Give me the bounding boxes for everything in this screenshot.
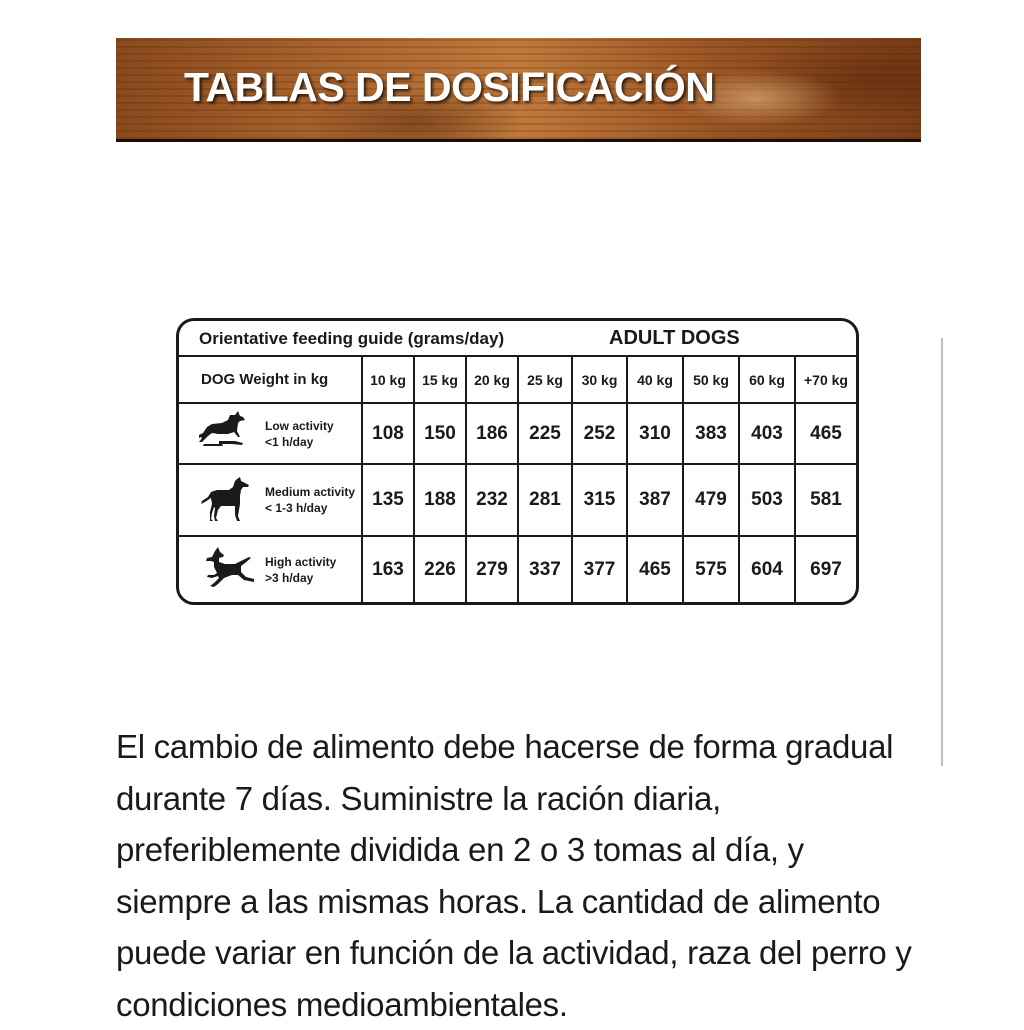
dose-cell: 387 (627, 464, 683, 536)
dose-cell: 479 (683, 464, 739, 536)
divider (941, 338, 943, 766)
page-title: TABLAS DE DOSIFICACIÓN (184, 64, 715, 110)
activity-hours: <1 h/day (265, 434, 314, 449)
dose-cell: 232 (466, 464, 518, 536)
dose-cell: 337 (518, 536, 572, 602)
dose-cell: 108 (362, 403, 414, 464)
dose-cell: 383 (683, 403, 739, 464)
standing-dog-icon (199, 477, 257, 523)
dose-cell: 403 (739, 403, 795, 464)
feeding-guide-header (179, 321, 856, 357)
weight-column-header: 10 kg (362, 357, 414, 403)
dose-cell: 150 (414, 403, 466, 464)
dose-cell: 581 (795, 464, 856, 536)
weight-column-header: 50 kg (683, 357, 739, 403)
dose-cell: 503 (739, 464, 795, 536)
dose-cell: 225 (518, 403, 572, 464)
dose-cell: 226 (414, 536, 466, 602)
activity-cell (179, 536, 362, 602)
weight-header-label: DOG Weight in kg (179, 357, 362, 403)
dosage-grid (179, 357, 856, 602)
weight-header-row (179, 357, 856, 403)
medium-activity-row (179, 464, 856, 536)
activity-label: Medium activity (265, 485, 356, 499)
low-activity-row (179, 403, 856, 464)
weight-column-header: 40 kg (627, 357, 683, 403)
dose-cell: 188 (414, 464, 466, 536)
dose-cell: 575 (683, 536, 739, 602)
feeding-guide-section: ADULT DOGS (609, 327, 740, 349)
activity-label: Low activity (265, 418, 334, 433)
activity-cell (179, 403, 362, 464)
dose-cell: 377 (572, 536, 627, 602)
dose-cell: 135 (362, 464, 414, 536)
dose-cell: 281 (518, 464, 572, 536)
weight-column-header: 20 kg (466, 357, 518, 403)
dose-cell: 186 (466, 403, 518, 464)
weight-column-header: +70 kg (795, 357, 856, 403)
dose-cell: 697 (795, 536, 856, 602)
weight-column-header: 60 kg (739, 357, 795, 403)
title-banner (116, 38, 921, 142)
activity-label: High activity (265, 554, 337, 569)
dose-cell: 465 (627, 536, 683, 602)
dose-cell: 252 (572, 403, 627, 464)
lying-dog-icon (199, 411, 257, 457)
activity-hours: < 1-3 h/day (265, 501, 328, 515)
feeding-guide-title: Orientative feeding guide (grams/day) (199, 329, 505, 348)
activity-cell (179, 464, 362, 536)
feeding-guide-table (176, 318, 859, 605)
dose-cell: 279 (466, 536, 518, 602)
running-dog-icon (199, 547, 257, 593)
weight-column-header: 30 kg (572, 357, 627, 403)
dose-cell: 315 (572, 464, 627, 536)
weight-column-header: 25 kg (518, 357, 572, 403)
dose-cell: 604 (739, 536, 795, 602)
high-activity-row (179, 536, 856, 602)
activity-hours: >3 h/day (265, 570, 314, 585)
weight-column-header: 15 kg (414, 357, 466, 403)
dose-cell: 163 (362, 536, 414, 602)
feeding-instructions-paragraph: El cambio de alimento debe hacerse de forma gradual durante 7 días. Suministre la ración diaria, preferiblemente dividida en 2 o 3 tomas al día, y siempre a las mismas horas. La cantidad de alimento puede variar en función de la actividad, raza del perro y condiciones medioambientales. (116, 728, 912, 1023)
dose-cell: 310 (627, 403, 683, 464)
dose-cell: 465 (795, 403, 856, 464)
